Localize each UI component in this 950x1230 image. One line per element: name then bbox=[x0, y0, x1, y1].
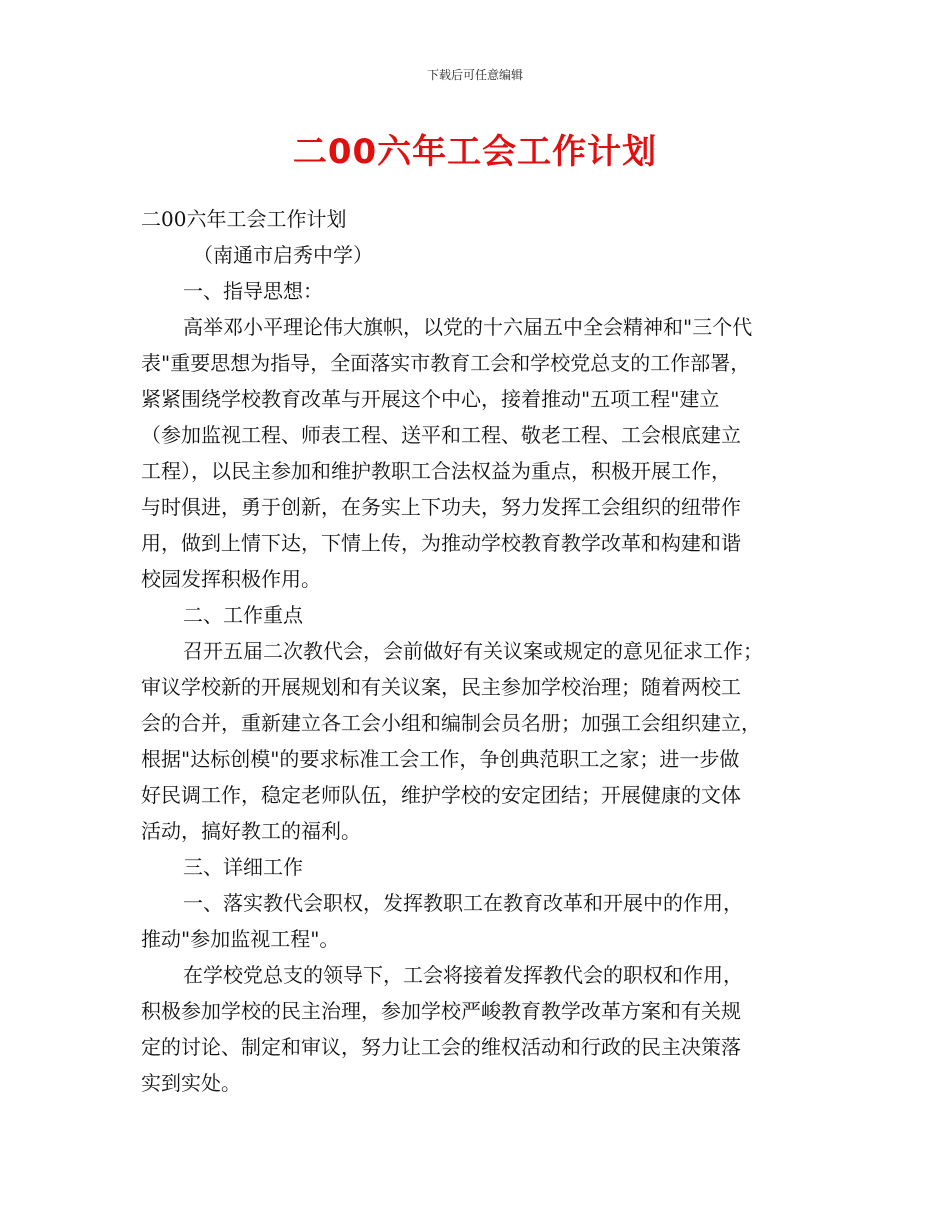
document-body bbox=[141, 201, 816, 1101]
paragraph-line: 好民调工作，稳定老师队伍，维护学校的安定团结；开展健康的文体 bbox=[141, 783, 741, 807]
paragraph-line: 定的讨论、制定和审议，努力让工会的维权活动和行政的民主决策落 bbox=[141, 1035, 741, 1059]
paragraph-line: 召开五届二次教代会，会前做好有关议案或规定的意见征求工作； bbox=[183, 639, 763, 663]
paragraph-line: 一、落实教代会职权，发挥教职工在教育改革和开展中的作用， bbox=[183, 891, 743, 915]
document-title: 二00六年工会工作计划 bbox=[292, 132, 658, 172]
paragraph-line: 用，做到上情下达，下情上传，为推动学校教育教学改革和构建和谐 bbox=[141, 531, 741, 555]
paragraph-line: 积极参加学校的民主治理，参加学校严峻教育教学改革方案和有关规 bbox=[141, 999, 741, 1023]
paragraph-line: 与时俱进，勇于创新，在务实上下功夫，努力发挥工会组织的纽带作 bbox=[141, 495, 741, 519]
section-heading-detailed-work: 三、详细工作 bbox=[183, 855, 303, 879]
school-name: （南通市启秀中学） bbox=[193, 243, 373, 267]
paragraph-line: 根据"达标创模"的要求标准工会工作，争创典范职工之家；进一步做 bbox=[141, 747, 740, 771]
paragraph-line: 紧紧围绕学校教育改革与开展这个中心，接着推动"五项工程"建立 bbox=[141, 387, 720, 411]
paragraph-line: 推动"参加监视工程"。 bbox=[141, 927, 340, 951]
body-subtitle: 二00六年工会工作计划 bbox=[141, 207, 347, 231]
paragraph-line: 工程），以民主参加和维护教职工合法权益为重点，积极开展工作， bbox=[141, 459, 731, 483]
paragraph-line: 会的合并，重新建立各工会小组和编制会员名册；加强工会组织建立， bbox=[141, 711, 761, 735]
section-heading-guiding-ideology: 一、指导思想： bbox=[183, 279, 323, 303]
paragraph-line: （参加监视工程、师表工程、送平和工程、敬老工程、工会根底建立 bbox=[141, 423, 741, 447]
paragraph-line: 审议学校新的开展规划和有关议案，民主参加学校治理；随着两校工 bbox=[141, 675, 741, 699]
paragraph-line: 表"重要思想为指导，全面落实市教育工会和学校党总支的工作部署， bbox=[141, 351, 751, 375]
paragraph-line: 实到实处。 bbox=[141, 1071, 241, 1095]
paragraph-line: 校园发挥积极作用。 bbox=[141, 567, 321, 591]
paragraph-line: 活动，搞好教工的福利。 bbox=[141, 819, 361, 843]
section-heading-work-focus: 二、工作重点 bbox=[183, 603, 303, 627]
paragraph-line: 高举邓小平理论伟大旗帜，以党的十六届五中全会精神和"三个代 bbox=[183, 315, 753, 339]
header-note: 下载后可任意编辑 bbox=[426, 68, 523, 82]
paragraph-line: 在学校党总支的领导下，工会将接着发挥教代会的职权和作用， bbox=[183, 963, 743, 987]
